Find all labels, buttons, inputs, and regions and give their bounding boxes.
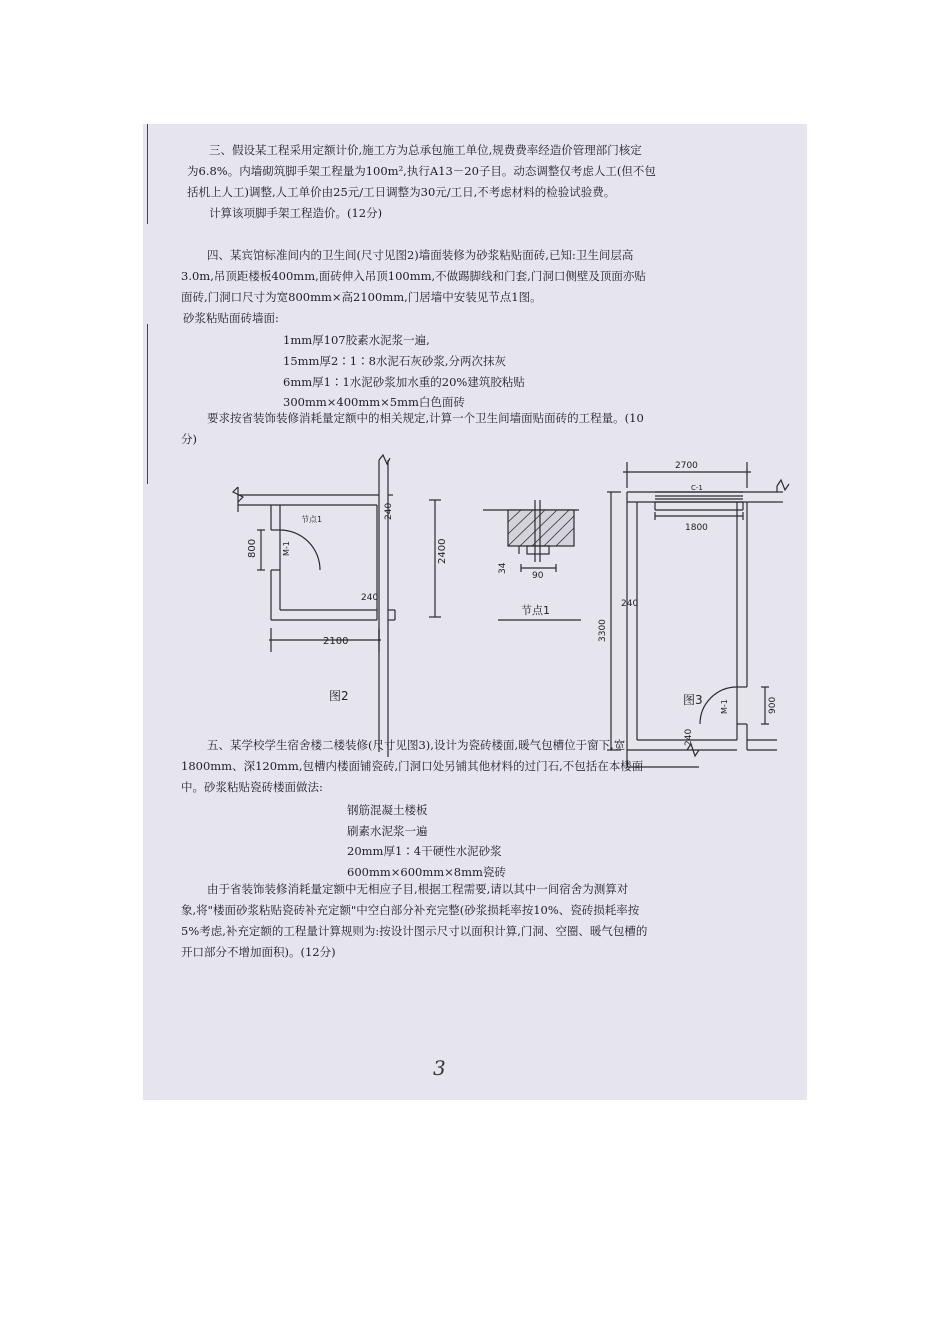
fig3-dim-window: 1800 (685, 523, 708, 533)
fig2-dim-width: 2100 (323, 636, 349, 647)
question-3 (143, 140, 807, 224)
fig3-caption: 图3 (683, 693, 703, 707)
fig2-door-tag: M-1 (282, 541, 291, 556)
fig2-dim-height: 2400 (437, 538, 448, 564)
q5-layer: 20mm厚1∶4干硬性水泥砂浆 (347, 844, 502, 858)
q4-line: 四、某宾馆标准间内的卫生间(尺寸见图2)墙面装修为砂浆粘贴面砖,已知:卫生间层高 (207, 248, 634, 262)
node-1-detail (483, 500, 581, 620)
q4-layer: 1mm厚107胶素水泥浆一遍, (283, 333, 430, 347)
fig2-node-tag: 节点1 (301, 515, 323, 524)
q5-req-line: 由于省装饰装修消耗量定额中无相应子目,根据工程需要,请以其中一间宿舍为测算对 (207, 882, 629, 896)
q3-line: 为6.8%。内墙砌筑脚手架工程量为100m²,执行A13－20子目。动态调整仅考虑人工(但不包 (187, 164, 656, 178)
q4-layer: 15mm厚2∶1∶8水泥石灰砂浆,分两次抹灰 (283, 354, 507, 368)
q5-layer: 600mm×600mm×8mm瓷砖 (347, 865, 506, 879)
q5-line: 五、某学校学生宿舍楼二楼装修(尺寸见图3),设计为瓷砖楼面,暖气包槽位于窗下,宽 (207, 738, 626, 752)
q5-line: 1800mm、深120mm,包槽内楼面铺瓷砖,门洞口处另铺其他材料的过门石,不包括在本楼面 (181, 759, 644, 773)
fig3-dim-height: 3300 (598, 619, 608, 642)
q4-method-title: 砂浆粘贴面砖墙面: (183, 311, 279, 325)
fig3-dim-door: 900 (768, 696, 778, 714)
node1-dim-a: 34 (498, 562, 508, 574)
fig2-wall-side: 240 (361, 593, 379, 603)
question-5 (143, 735, 807, 798)
q4-req-line: 分) (181, 432, 197, 446)
q5-layer: 刷素水泥浆一遍 (347, 824, 428, 838)
node1-caption: 节点1 (521, 604, 550, 617)
fig3-window-tag: C-1 (691, 484, 703, 492)
fig2-wall-top: 240 (384, 502, 394, 520)
q3-line: 计算该项脚手架工程造价。(12分) (209, 206, 383, 220)
q3-line: 括机上人工)调整,人工单价由25元/工日调整为30元/工日,不考虑材料的检验试验费。 (187, 185, 616, 199)
figure-3-plan (607, 462, 789, 767)
q3-line: 三、假设某工程采用定额计价,施工方为总承包施工单位,规费费率经造价管理部门核定 (209, 143, 642, 157)
q4-line: 面砖,门洞口尺寸为宽800mm×高2100mm,门居墙中安装见节点1图。 (181, 290, 542, 304)
q5-requirement (143, 879, 807, 963)
fig2-dim-door: 800 (247, 538, 258, 558)
fig2-caption: 图2 (329, 689, 349, 703)
figure-2-plan (233, 455, 441, 757)
fig3-door-tag: M-1 (720, 699, 729, 714)
q5-req-line: 开口部分不增加面积)。(12分) (181, 945, 336, 959)
fig3-wall-left: 240 (621, 599, 639, 609)
q4-requirement (143, 408, 807, 450)
fig3-wall-bottom: 240 (684, 728, 694, 746)
q5-req-line: 象,将"楼面砂浆粘贴瓷砖补充定额"中空白部分补充完整(砂浆损耗率按10%、瓷砖损耗率按 (181, 903, 640, 917)
page-number: 3 (433, 1056, 446, 1080)
q4-layer: 300mm×400mm×5mm白色面砖 (283, 395, 465, 409)
q4-layer: 6mm厚1∶1水泥砂浆加水重的20%建筑胶粘贴 (283, 375, 525, 389)
q4-line: 3.0m,吊顶距楼板400mm,面砖伸入吊顶100mm,不做踢脚线和门套,门洞口侧壁及顶面亦贴 (181, 269, 646, 283)
node1-dim-b: 90 (532, 571, 544, 581)
fig3-dim-width: 2700 (675, 461, 698, 471)
q5-layer: 钢筋混凝土楼板 (347, 803, 428, 817)
scanned-page (143, 124, 807, 1100)
q5-line: 中。砂浆粘贴瓷砖楼面做法: (181, 780, 323, 794)
q4-req-line: 要求按省装饰装修消耗量定额中的相关规定,计算一个卫生间墙面贴面砖的工程量。(10 (207, 411, 644, 425)
question-4 (143, 245, 807, 329)
q5-req-line: 5%考虑,补充定额的工程量计算规则为:按设计图示尺寸以面积计算,门洞、空圈、暖气包槽的 (181, 924, 648, 938)
